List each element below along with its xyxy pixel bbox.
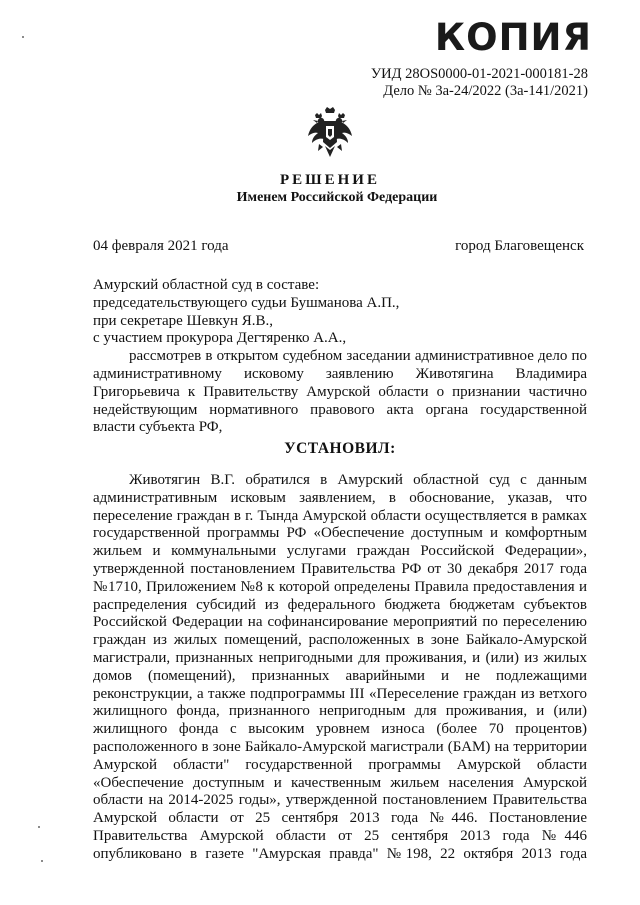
body-paragraph: Животягин В.Г. обратился в Амурский областной суд с данным административным исковым заявлением, в обоснование, указав, что переселение граждан в г. Тында Амурской области осуществляется в рамках государственной программы РФ «Обеспечение доступным и комфортным жильем и коммунальными услугами граждан Российской Федерации», утвержденной постановлением Правительства РФ от 30 декабря 2017 года №1710, Приложением №8 к которой определены Правила предоставления и распределения субсидий из федерального бюджета бюджетам субъектов Российской Федерации на софинансирование мероприятий по переселению граждан из жилых помещений, расположенных в зоне Байкало-Амурской магистрали, признанных непригодными для проживания, и (или) из жилых домов (помещений), признанных аварийными и не подлежащими реконструкции, а также подпрограммы III «Переселение граждан из ветхого жилищного фонда, признанного непригодным для проживания, и (или) жилищного фонда с высоким уровнем износа (более 70 процентов) расположенного в зоне Байкало-Амурской магистрали (БАМ) на территории Амурской области" государственной программы Амурской области «Обеспечение доступным и качественным жильем населения Амурской области на 2014-2025 годы», утвержденной постановлением Правительства Амурской области от 25 сентября 2013 года №446. Постановление Правительства Амурской области от 25 сентября 2013 года №446 опубликовано в газете "Амурская правда" №198, 22 октября 2013 года — [93, 472, 587, 862]
document-title: РЕШЕНИЕ — [280, 172, 380, 188]
scan-speck — [22, 36, 24, 38]
copy-stamp: КОПИЯ — [434, 16, 592, 59]
judge-line: председательствующего судьи Бушманова А.П., — [93, 294, 400, 311]
court-line: Амурский областной суд в составе: — [93, 277, 320, 293]
section-heading: УСТАНОВИЛ: — [284, 440, 396, 457]
prosecutor-line: с участием прокурора Дегтяренко А.А., — [93, 330, 347, 347]
case-number: Дело № 3а-24/2022 (3а-141/2021) — [383, 83, 588, 99]
court-composition — [93, 277, 587, 437]
case-uid: УИД 28OS0000-01-2021-000181-28 — [370, 66, 588, 82]
decision-city: город Благовещенск — [455, 238, 584, 254]
scan-speck — [41, 860, 43, 862]
scan-speck — [38, 826, 40, 828]
secretary-line: при секретаре Шевкун Я.В., — [93, 312, 274, 329]
intro-paragraph: рассмотрев в открытом судебном заседании административное дело по административному исковому заявлению Животягина Владимира Григорьевича к Правительству Амурской области о признании частично недействующим нормативного правового акта органа государственной власти субъекта РФ, — [93, 348, 587, 436]
body-block — [93, 472, 587, 864]
document-subtitle: Именем Российской Федерации — [236, 190, 438, 205]
decision-date: 04 февраля 2021 года — [93, 238, 229, 254]
case-identifiers — [371, 66, 588, 100]
coat-of-arms-icon — [306, 106, 354, 158]
